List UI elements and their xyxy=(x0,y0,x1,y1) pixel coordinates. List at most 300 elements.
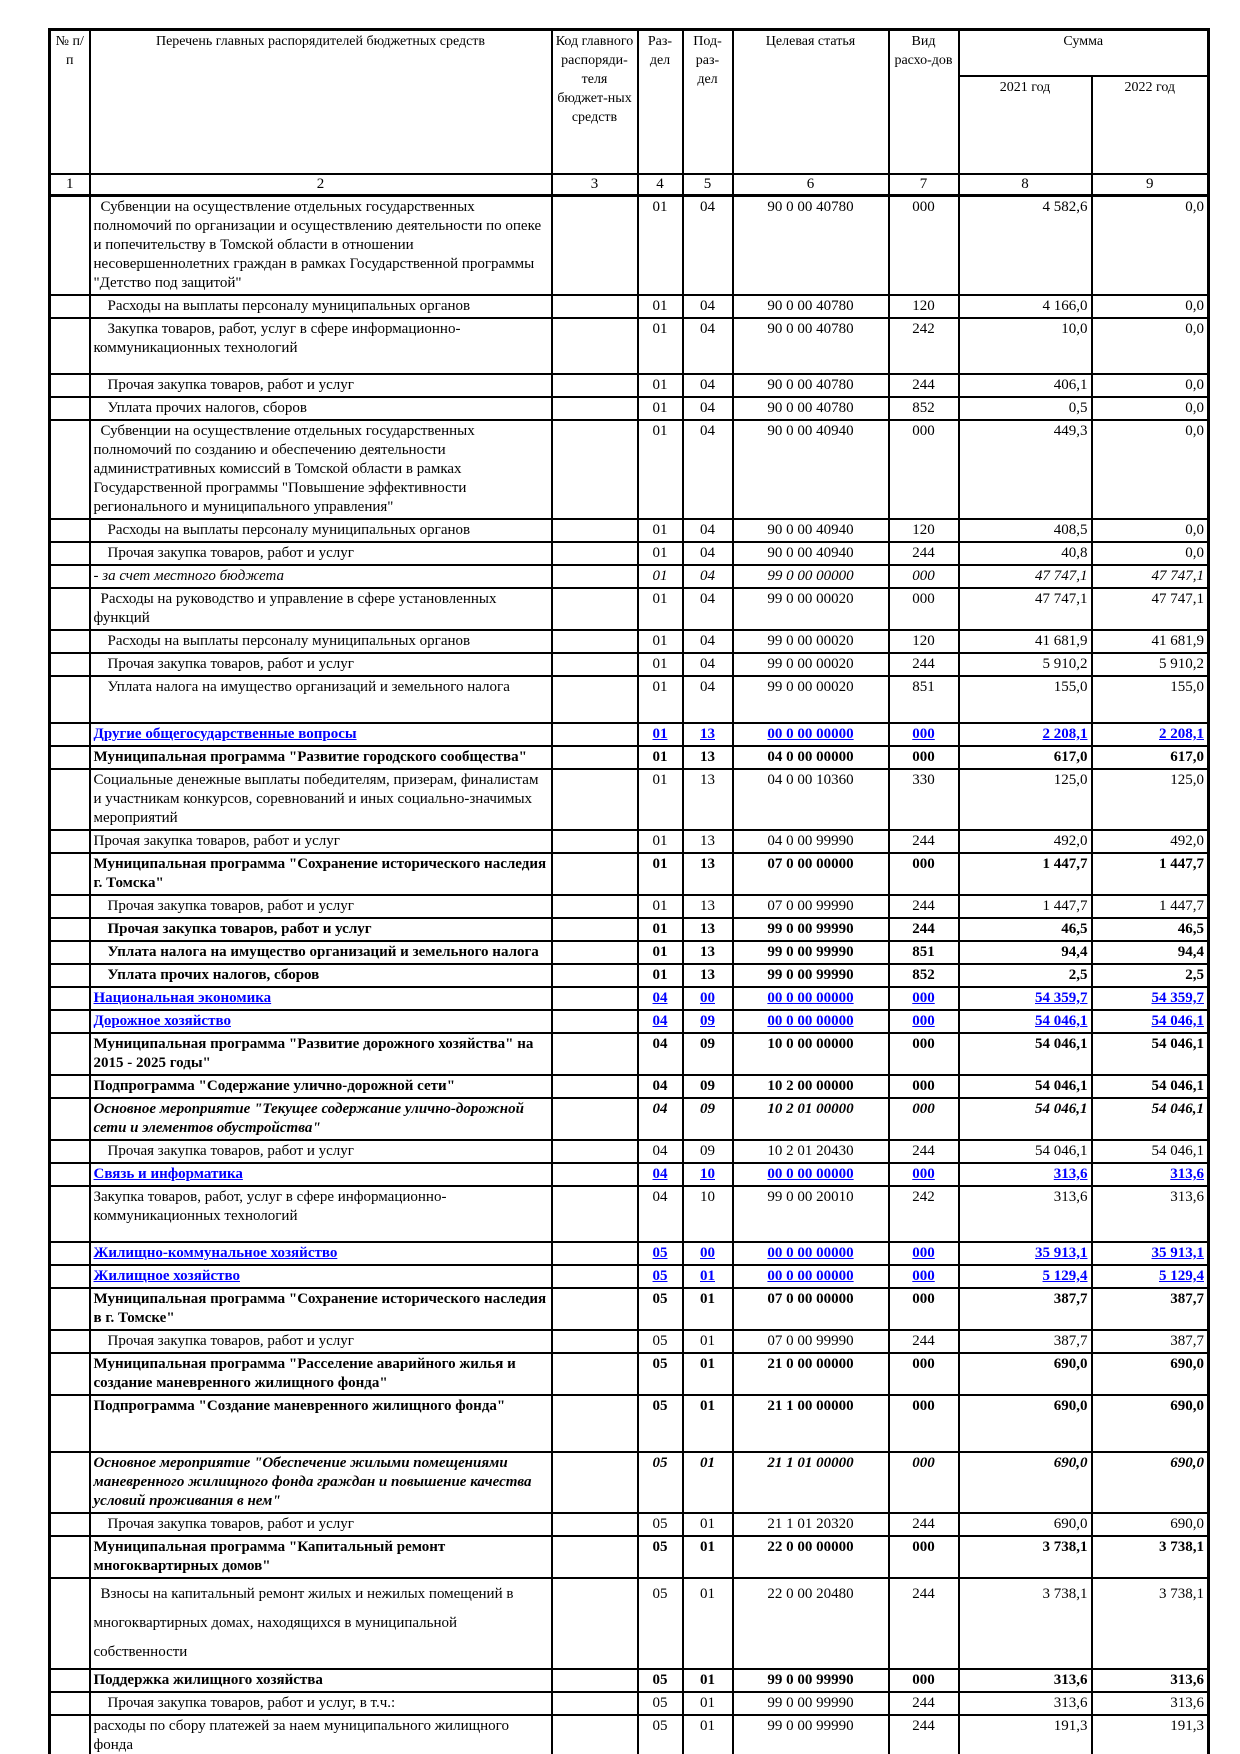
cell-sum-2022: 5 910,2 xyxy=(1092,653,1209,676)
cell-sum-2022: 690,0 xyxy=(1092,1452,1209,1513)
cell-razdel: 05 xyxy=(638,1452,683,1513)
cell-podrazdel: 04 xyxy=(683,295,733,318)
cell-num xyxy=(50,964,90,987)
cell-target-article: 07 0 00 00000 xyxy=(733,853,889,895)
cell-code xyxy=(552,853,638,895)
cell-code xyxy=(552,196,638,296)
cell-num xyxy=(50,1513,90,1536)
cell-target-article: 10 2 01 20430 xyxy=(733,1140,889,1163)
cell-target-article: 00 0 00 00000 xyxy=(733,1010,889,1033)
header-name: Перечень главных распорядителей бюджетных средств xyxy=(90,30,552,175)
cell-name: - за счет местного бюджета xyxy=(90,565,552,588)
cell-name: Муниципальная программа "Развитие дорожного хозяйства" на 2015 - 2025 годы" xyxy=(90,1033,552,1075)
table-row xyxy=(50,565,1209,588)
cell-num xyxy=(50,895,90,918)
cell-podrazdel: 04 xyxy=(683,420,733,519)
table-row xyxy=(50,1353,1209,1395)
cell-podrazdel: 01 xyxy=(683,1715,733,1754)
cell-target-article: 90 0 00 40780 xyxy=(733,374,889,397)
cell-code xyxy=(552,1186,638,1242)
cell-num xyxy=(50,746,90,769)
cell-name: Прочая закупка товаров, работ и услуг xyxy=(90,918,552,941)
cell-code xyxy=(552,746,638,769)
cell-sum-2022: 46,5 xyxy=(1092,918,1209,941)
table-row xyxy=(50,1186,1209,1242)
cell-code xyxy=(552,1692,638,1715)
cell-code xyxy=(552,918,638,941)
cell-code xyxy=(552,1010,638,1033)
cell-target-article: 99 0 00 99990 xyxy=(733,941,889,964)
cell-name: Субвенции на осуществление отдельных государственных полномочий по созданию и обеспечению деятельности административных комиссий в Томской области в рамках Государственной программы "Повышение эффективности регионального и муниципального управления" xyxy=(90,420,552,519)
cell-razdel: 05 xyxy=(638,1536,683,1578)
cell-sum-2022: 47 747,1 xyxy=(1092,565,1209,588)
cell-sum-2022: 0,0 xyxy=(1092,420,1209,519)
cell-num xyxy=(50,1075,90,1098)
cell-target-article: 00 0 00 00000 xyxy=(733,1242,889,1265)
cell-podrazdel: 09 xyxy=(683,1010,733,1033)
cell-sum-2021: 4 582,6 xyxy=(959,196,1092,296)
cell-name: Основное мероприятие "Обеспечение жилыми помещениями маневренного жилищного фонда граждан и повышение качества условий проживания в нем" xyxy=(90,1452,552,1513)
cell-code xyxy=(552,723,638,746)
cell-sum-2021: 406,1 xyxy=(959,374,1092,397)
cell-sum-2022: 313,6 xyxy=(1092,1692,1209,1715)
cell-target-article: 90 0 00 40940 xyxy=(733,542,889,565)
cell-razdel: 01 xyxy=(638,397,683,420)
table-row xyxy=(50,295,1209,318)
table-row xyxy=(50,987,1209,1010)
cell-sum-2021: 3 738,1 xyxy=(959,1536,1092,1578)
cell-expense-type: 244 xyxy=(889,542,959,565)
cell-podrazdel: 01 xyxy=(683,1288,733,1330)
cell-expense-type: 000 xyxy=(889,196,959,296)
cell-sum-2022: 387,7 xyxy=(1092,1330,1209,1353)
cell-target-article: 99 0 00 00020 xyxy=(733,676,889,723)
cell-sum-2022: 54 046,1 xyxy=(1092,1075,1209,1098)
cell-expense-type: 851 xyxy=(889,676,959,723)
cell-expense-type: 244 xyxy=(889,1715,959,1754)
cell-code xyxy=(552,941,638,964)
cell-name: Подпрограмма "Создание маневренного жилищного фонда" xyxy=(90,1395,552,1452)
cell-code xyxy=(552,519,638,542)
cell-expense-type: 000 xyxy=(889,588,959,630)
cell-razdel: 04 xyxy=(638,1098,683,1140)
cell-expense-type: 244 xyxy=(889,1330,959,1353)
cell-code xyxy=(552,1033,638,1075)
cell-num xyxy=(50,1536,90,1578)
cell-target-article: 90 0 00 40780 xyxy=(733,196,889,296)
header-row-main xyxy=(50,30,1209,77)
cell-target-article: 99 0 00 99990 xyxy=(733,1669,889,1692)
cell-podrazdel: 00 xyxy=(683,1242,733,1265)
cell-sum-2021: 2,5 xyxy=(959,964,1092,987)
index-cell: 2 xyxy=(90,174,552,196)
table-row xyxy=(50,374,1209,397)
cell-razdel: 05 xyxy=(638,1715,683,1754)
table-row xyxy=(50,1395,1209,1452)
cell-razdel: 04 xyxy=(638,1075,683,1098)
cell-razdel: 01 xyxy=(638,853,683,895)
cell-target-article: 07 0 00 99990 xyxy=(733,895,889,918)
cell-expense-type: 244 xyxy=(889,1140,959,1163)
cell-expense-type: 000 xyxy=(889,1536,959,1578)
table-row xyxy=(50,397,1209,420)
cell-sum-2022: 0,0 xyxy=(1092,295,1209,318)
cell-podrazdel: 01 xyxy=(683,1536,733,1578)
cell-target-article: 10 2 01 00000 xyxy=(733,1098,889,1140)
cell-sum-2022: 0,0 xyxy=(1092,318,1209,374)
cell-sum-2022: 54 046,1 xyxy=(1092,1010,1209,1033)
cell-sum-2021: 3 738,1 xyxy=(959,1578,1092,1669)
cell-expense-type: 000 xyxy=(889,746,959,769)
table-row xyxy=(50,1715,1209,1754)
cell-num xyxy=(50,676,90,723)
cell-razdel: 04 xyxy=(638,1163,683,1186)
cell-num xyxy=(50,1265,90,1288)
cell-name: Муниципальная программа "Развитие городского сообщества" xyxy=(90,746,552,769)
cell-sum-2021: 94,4 xyxy=(959,941,1092,964)
cell-sum-2022: 690,0 xyxy=(1092,1513,1209,1536)
cell-expense-type: 000 xyxy=(889,1452,959,1513)
cell-sum-2021: 2 208,1 xyxy=(959,723,1092,746)
cell-num xyxy=(50,653,90,676)
cell-razdel: 01 xyxy=(638,723,683,746)
table-header xyxy=(50,30,1209,196)
cell-code xyxy=(552,1536,638,1578)
cell-name: Прочая закупка товаров, работ и услуг xyxy=(90,1140,552,1163)
cell-sum-2021: 690,0 xyxy=(959,1513,1092,1536)
cell-num xyxy=(50,542,90,565)
cell-sum-2022: 2,5 xyxy=(1092,964,1209,987)
cell-expense-type: 120 xyxy=(889,519,959,542)
table-row xyxy=(50,1265,1209,1288)
cell-num xyxy=(50,588,90,630)
cell-name: Закупка товаров, работ, услуг в сфере информационно-коммуникационных технологий xyxy=(90,318,552,374)
cell-target-article: 04 0 00 10360 xyxy=(733,769,889,830)
cell-code xyxy=(552,374,638,397)
cell-num xyxy=(50,1288,90,1330)
cell-target-article: 99 0 00 00020 xyxy=(733,588,889,630)
table-row xyxy=(50,895,1209,918)
cell-podrazdel: 10 xyxy=(683,1163,733,1186)
table-row xyxy=(50,542,1209,565)
cell-expense-type: 000 xyxy=(889,1163,959,1186)
cell-razdel: 01 xyxy=(638,769,683,830)
cell-sum-2022: 1 447,7 xyxy=(1092,853,1209,895)
cell-podrazdel: 01 xyxy=(683,1265,733,1288)
cell-name: Субвенции на осуществление отдельных государственных полномочий по организации и осуществлению деятельности по опеке и попечительству в Томской области в отношении несовершеннолетних граждан в рамках Государственной программы "Детство под защитой" xyxy=(90,196,552,296)
cell-target-article: 10 0 00 00000 xyxy=(733,1033,889,1075)
cell-podrazdel: 13 xyxy=(683,918,733,941)
cell-num xyxy=(50,1033,90,1075)
cell-target-article: 99 0 00 00020 xyxy=(733,653,889,676)
cell-target-article: 07 0 00 99990 xyxy=(733,1330,889,1353)
cell-code xyxy=(552,542,638,565)
cell-expense-type: 000 xyxy=(889,1075,959,1098)
cell-name: Муниципальная программа "Сохранение исторического наследия г. Томска" xyxy=(90,853,552,895)
cell-expense-type: 000 xyxy=(889,1669,959,1692)
cell-name: Взносы на капитальный ремонт жилых и нежилых помещений в многоквартирных домах, находящихся в муниципальной собственности xyxy=(90,1578,552,1669)
cell-code xyxy=(552,1715,638,1754)
table-row xyxy=(50,746,1209,769)
table-row xyxy=(50,723,1209,746)
cell-expense-type: 244 xyxy=(889,374,959,397)
table-row xyxy=(50,1578,1209,1669)
cell-expense-type: 852 xyxy=(889,964,959,987)
header-year-2021: 2021 год xyxy=(959,76,1092,174)
cell-expense-type: 244 xyxy=(889,895,959,918)
cell-sum-2021: 54 046,1 xyxy=(959,1010,1092,1033)
cell-target-article: 90 0 00 40780 xyxy=(733,295,889,318)
cell-expense-type: 000 xyxy=(889,1010,959,1033)
cell-razdel: 01 xyxy=(638,588,683,630)
table-row xyxy=(50,1033,1209,1075)
cell-sum-2021: 313,6 xyxy=(959,1669,1092,1692)
cell-sum-2022: 0,0 xyxy=(1092,374,1209,397)
cell-sum-2021: 41 681,9 xyxy=(959,630,1092,653)
table-row xyxy=(50,1669,1209,1692)
cell-code xyxy=(552,964,638,987)
cell-target-article: 90 0 00 40940 xyxy=(733,519,889,542)
cell-expense-type: 000 xyxy=(889,1288,959,1330)
table-row xyxy=(50,519,1209,542)
cell-sum-2022: 191,3 xyxy=(1092,1715,1209,1754)
index-cell: 6 xyxy=(733,174,889,196)
cell-razdel: 01 xyxy=(638,318,683,374)
cell-podrazdel: 01 xyxy=(683,1578,733,1669)
cell-sum-2021: 690,0 xyxy=(959,1395,1092,1452)
cell-name: Другие общегосударственные вопросы xyxy=(90,723,552,746)
cell-num xyxy=(50,295,90,318)
cell-podrazdel: 04 xyxy=(683,542,733,565)
cell-podrazdel: 04 xyxy=(683,653,733,676)
cell-target-article: 21 1 01 00000 xyxy=(733,1452,889,1513)
cell-razdel: 01 xyxy=(638,295,683,318)
cell-name: Расходы на выплаты персоналу муниципальных органов xyxy=(90,519,552,542)
cell-name: Прочая закупка товаров, работ и услуг, в т.ч.: xyxy=(90,1692,552,1715)
table-row xyxy=(50,1536,1209,1578)
cell-sum-2021: 313,6 xyxy=(959,1692,1092,1715)
cell-code xyxy=(552,1452,638,1513)
cell-razdel: 05 xyxy=(638,1395,683,1452)
table-row xyxy=(50,1513,1209,1536)
cell-sum-2021: 54 359,7 xyxy=(959,987,1092,1010)
cell-sum-2021: 5 910,2 xyxy=(959,653,1092,676)
cell-sum-2022: 125,0 xyxy=(1092,769,1209,830)
cell-sum-2021: 54 046,1 xyxy=(959,1140,1092,1163)
cell-code xyxy=(552,1513,638,1536)
cell-sum-2022: 690,0 xyxy=(1092,1395,1209,1452)
cell-num xyxy=(50,1242,90,1265)
table-row xyxy=(50,853,1209,895)
cell-code xyxy=(552,1288,638,1330)
cell-target-article: 99 0 00 00020 xyxy=(733,630,889,653)
cell-sum-2022: 0,0 xyxy=(1092,519,1209,542)
cell-podrazdel: 04 xyxy=(683,397,733,420)
cell-name: Расходы на выплаты персоналу муниципальных органов xyxy=(90,295,552,318)
cell-name: Расходы на выплаты персоналу муниципальных органов xyxy=(90,630,552,653)
cell-name: Закупка товаров, работ, услуг в сфере информационно-коммуникационных технологий xyxy=(90,1186,552,1242)
cell-num xyxy=(50,1715,90,1754)
cell-sum-2022: 690,0 xyxy=(1092,1353,1209,1395)
cell-name: Поддержка жилищного хозяйства xyxy=(90,1669,552,1692)
cell-name: Прочая закупка товаров, работ и услуг xyxy=(90,374,552,397)
cell-razdel: 01 xyxy=(638,374,683,397)
cell-code xyxy=(552,397,638,420)
table-row xyxy=(50,1163,1209,1186)
cell-code xyxy=(552,895,638,918)
cell-razdel: 01 xyxy=(638,630,683,653)
cell-target-article: 04 0 00 99990 xyxy=(733,830,889,853)
cell-podrazdel: 13 xyxy=(683,853,733,895)
header-code: Код главного распоряди-теля бюджет-ных средств xyxy=(552,30,638,175)
cell-sum-2021: 47 747,1 xyxy=(959,588,1092,630)
header-year-2022: 2022 год xyxy=(1092,76,1209,174)
cell-num xyxy=(50,941,90,964)
cell-expense-type: 852 xyxy=(889,397,959,420)
cell-sum-2021: 54 046,1 xyxy=(959,1098,1092,1140)
cell-num xyxy=(50,853,90,895)
cell-name: Уплата налога на имущество организаций и земельного налога xyxy=(90,676,552,723)
cell-razdel: 04 xyxy=(638,1033,683,1075)
index-cell: 7 xyxy=(889,174,959,196)
cell-podrazdel: 13 xyxy=(683,769,733,830)
cell-num xyxy=(50,1186,90,1242)
cell-podrazdel: 13 xyxy=(683,746,733,769)
table-row xyxy=(50,630,1209,653)
cell-expense-type: 000 xyxy=(889,1098,959,1140)
cell-name: Муниципальная программа "Расселение аварийного жилья и создание маневренного жилищного фонда" xyxy=(90,1353,552,1395)
cell-name: Уплата налога на имущество организаций и земельного налога xyxy=(90,941,552,964)
cell-podrazdel: 04 xyxy=(683,588,733,630)
cell-num xyxy=(50,769,90,830)
cell-razdel: 01 xyxy=(638,519,683,542)
cell-sum-2022: 54 359,7 xyxy=(1092,987,1209,1010)
cell-code xyxy=(552,1163,638,1186)
cell-code xyxy=(552,588,638,630)
table-row xyxy=(50,1330,1209,1353)
cell-podrazdel: 09 xyxy=(683,1033,733,1075)
index-cell: 3 xyxy=(552,174,638,196)
cell-expense-type: 000 xyxy=(889,987,959,1010)
cell-sum-2021: 46,5 xyxy=(959,918,1092,941)
cell-sum-2022: 5 129,4 xyxy=(1092,1265,1209,1288)
table-row xyxy=(50,964,1209,987)
cell-sum-2022: 0,0 xyxy=(1092,397,1209,420)
cell-num xyxy=(50,830,90,853)
cell-target-article: 22 0 00 00000 xyxy=(733,1536,889,1578)
cell-name: Национальная экономика xyxy=(90,987,552,1010)
cell-name: Жилищно-коммунальное хозяйство xyxy=(90,1242,552,1265)
cell-target-article: 04 0 00 00000 xyxy=(733,746,889,769)
cell-sum-2021: 191,3 xyxy=(959,1715,1092,1754)
cell-sum-2021: 408,5 xyxy=(959,519,1092,542)
cell-sum-2022: 313,6 xyxy=(1092,1163,1209,1186)
cell-podrazdel: 01 xyxy=(683,1513,733,1536)
cell-expense-type: 000 xyxy=(889,420,959,519)
cell-sum-2021: 54 046,1 xyxy=(959,1075,1092,1098)
cell-num xyxy=(50,1669,90,1692)
cell-expense-type: 000 xyxy=(889,1353,959,1395)
cell-razdel: 01 xyxy=(638,565,683,588)
cell-podrazdel: 04 xyxy=(683,318,733,374)
cell-sum-2022: 0,0 xyxy=(1092,196,1209,296)
cell-razdel: 05 xyxy=(638,1578,683,1669)
cell-name: Прочая закупка товаров, работ и услуг xyxy=(90,653,552,676)
cell-razdel: 01 xyxy=(638,895,683,918)
cell-podrazdel: 01 xyxy=(683,1395,733,1452)
cell-code xyxy=(552,630,638,653)
cell-target-article: 21 1 01 20320 xyxy=(733,1513,889,1536)
cell-target-article: 00 0 00 00000 xyxy=(733,723,889,746)
cell-podrazdel: 04 xyxy=(683,565,733,588)
cell-razdel: 04 xyxy=(638,987,683,1010)
index-cell: 4 xyxy=(638,174,683,196)
cell-code xyxy=(552,987,638,1010)
cell-expense-type: 000 xyxy=(889,1033,959,1075)
cell-razdel: 04 xyxy=(638,1010,683,1033)
table-row xyxy=(50,1452,1209,1513)
cell-name: Муниципальная программа "Капитальный ремонт многоквартирных домов" xyxy=(90,1536,552,1578)
cell-num xyxy=(50,1353,90,1395)
cell-target-article: 99 0 00 99990 xyxy=(733,964,889,987)
cell-sum-2022: 54 046,1 xyxy=(1092,1098,1209,1140)
cell-sum-2021: 54 046,1 xyxy=(959,1033,1092,1075)
cell-sum-2022: 313,6 xyxy=(1092,1186,1209,1242)
cell-num xyxy=(50,1010,90,1033)
cell-name: Прочая закупка товаров, работ и услуг xyxy=(90,542,552,565)
table-row xyxy=(50,588,1209,630)
cell-target-article: 90 0 00 40780 xyxy=(733,318,889,374)
header-podrazdel: Под-раз-дел xyxy=(683,30,733,175)
cell-podrazdel: 13 xyxy=(683,895,733,918)
header-row-index xyxy=(50,174,1209,196)
cell-expense-type: 120 xyxy=(889,295,959,318)
cell-code xyxy=(552,1140,638,1163)
cell-target-article: 00 0 00 00000 xyxy=(733,1163,889,1186)
cell-code xyxy=(552,420,638,519)
cell-sum-2022: 3 738,1 xyxy=(1092,1536,1209,1578)
header-razdel: Раз-дел xyxy=(638,30,683,175)
table-row xyxy=(50,1242,1209,1265)
cell-name: Социальные денежные выплаты победителям, призерам, финалистам и участникам конкурсов, соревнований и иных социально-значимых мероприятий xyxy=(90,769,552,830)
cell-name: Уплата прочих налогов, сборов xyxy=(90,397,552,420)
cell-sum-2021: 690,0 xyxy=(959,1452,1092,1513)
cell-razdel: 05 xyxy=(638,1692,683,1715)
index-cell: 8 xyxy=(959,174,1092,196)
budget-table xyxy=(48,28,1210,1754)
cell-target-article: 99 0 00 00000 xyxy=(733,565,889,588)
cell-target-article: 00 0 00 00000 xyxy=(733,987,889,1010)
cell-num xyxy=(50,1140,90,1163)
cell-target-article: 99 0 00 99990 xyxy=(733,1692,889,1715)
cell-razdel: 01 xyxy=(638,196,683,296)
cell-sum-2022: 47 747,1 xyxy=(1092,588,1209,630)
cell-expense-type: 000 xyxy=(889,1265,959,1288)
table-row xyxy=(50,1075,1209,1098)
header-target-article: Целевая статья xyxy=(733,30,889,175)
cell-podrazdel: 04 xyxy=(683,630,733,653)
cell-code xyxy=(552,653,638,676)
cell-name: Муниципальная программа "Сохранение исторического наследия в г. Томске" xyxy=(90,1288,552,1330)
cell-podrazdel: 04 xyxy=(683,676,733,723)
cell-sum-2021: 313,6 xyxy=(959,1163,1092,1186)
cell-expense-type: 244 xyxy=(889,830,959,853)
cell-target-article: 90 0 00 40780 xyxy=(733,397,889,420)
cell-expense-type: 242 xyxy=(889,1186,959,1242)
cell-razdel: 01 xyxy=(638,964,683,987)
cell-sum-2022: 0,0 xyxy=(1092,542,1209,565)
cell-sum-2021: 5 129,4 xyxy=(959,1265,1092,1288)
